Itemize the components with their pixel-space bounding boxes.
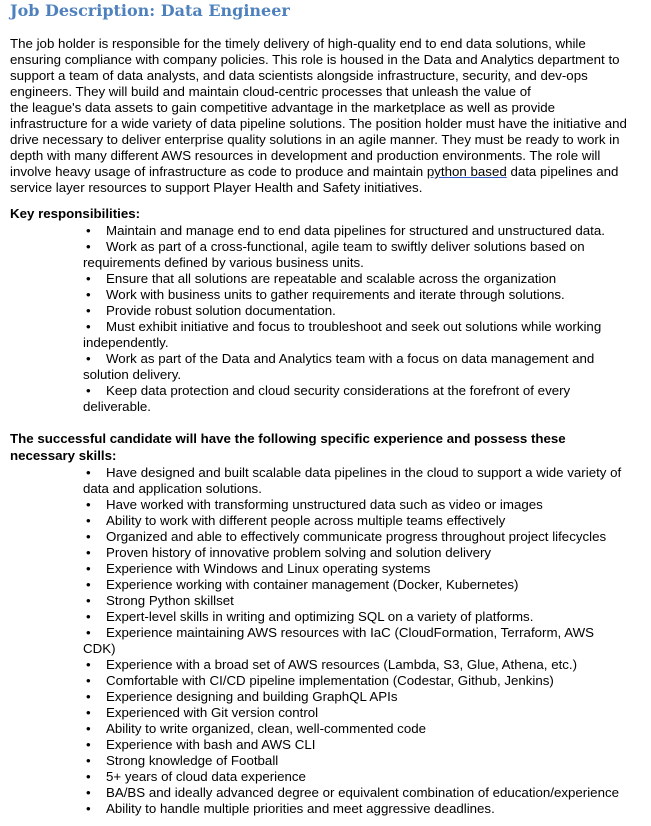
list-item-text: Organized and able to effectively communicate progress throughout project lifecycles: [106, 529, 607, 544]
bullet-icon: •: [86, 529, 91, 544]
list-item-text: Comfortable with CI/CD pipeline implementation (Codestar, Github, Jenkins): [106, 673, 554, 688]
list-item: [83, 497, 623, 513]
intro-line: support a team of data analysts, and data scientists alongside infrastructure, security, and dev-ops: [10, 68, 588, 83]
list-item: [83, 673, 623, 689]
bullet-icon: •: [86, 673, 91, 688]
bullet-icon: •: [86, 513, 91, 528]
list-item: [83, 351, 623, 383]
list-item: [83, 513, 623, 529]
bullet-icon: •: [86, 801, 91, 816]
list-item-text: Experience with a broad set of AWS resources (Lambda, S3, Glue, Athena, etc.): [106, 657, 578, 672]
bullet-icon: •: [86, 753, 91, 768]
list-item: [83, 609, 623, 625]
list-item: [83, 561, 623, 577]
bullet-icon: •: [86, 593, 91, 608]
list-item: [83, 689, 623, 705]
list-item-text: Experience designing and building GraphQL APIs: [106, 689, 398, 704]
bullet-icon: •: [86, 303, 91, 318]
grammar-flagged-text: python based: [426, 164, 507, 179]
bullet-icon: •: [86, 383, 91, 398]
intro-line: depth with many different AWS resources in development and production environments. The role will: [10, 148, 601, 163]
list-item-text: Must exhibit initiative and focus to troubleshoot and seek out solutions while working independently.: [83, 319, 602, 350]
intro-paragraph: [10, 36, 640, 196]
list-item: [83, 577, 623, 593]
list-item-text: Experience with Windows and Linux operating systems: [106, 561, 431, 576]
bullet-icon: •: [86, 223, 91, 238]
list-item-text: Ability to write organized, clean, well-commented code: [106, 721, 427, 736]
list-item-text: Work with business units to gather requirements and iterate through solutions.: [106, 287, 565, 302]
list-item: [83, 271, 623, 287]
bullet-icon: •: [86, 577, 91, 592]
page-title: Job Description: Data Engineer: [10, 1, 290, 20]
text: data pipelines and: [506, 164, 619, 179]
bullet-icon: •: [86, 657, 91, 672]
list-item-text: Strong Python skillset: [106, 593, 234, 608]
list-item-text: Ensure that all solutions are repeatable and scalable across the organization: [106, 271, 557, 286]
list-item: [83, 785, 623, 801]
bullet-icon: •: [86, 705, 91, 720]
list-item: [83, 303, 623, 319]
list-item: [83, 801, 623, 817]
bullet-icon: •: [86, 785, 91, 800]
bullet-icon: •: [86, 689, 91, 704]
list-item: [83, 287, 623, 303]
bullet-icon: •: [86, 497, 91, 512]
list-item: [83, 465, 623, 497]
intro-line: drive necessary to deliver enterprise quality solutions in an agile manner. They must be ready to work in: [10, 132, 620, 147]
list-item-text: Have worked with transforming unstructured data such as video or images: [106, 497, 543, 512]
list-item: [83, 239, 623, 271]
intro-line: ensuring compliance with company policies. This role is housed in the Data and Analytics department to: [10, 52, 620, 67]
text: involve heavy usage of infrastructure as code to produce and maintain: [10, 164, 427, 179]
list-item: [83, 545, 623, 561]
responsibilities-heading: Key responsibilities:: [10, 206, 141, 221]
list-item: [83, 593, 623, 609]
bullet-icon: •: [86, 351, 91, 366]
list-item-text: Provide robust solution documentation.: [106, 303, 336, 318]
bullet-icon: •: [86, 561, 91, 576]
bullet-icon: •: [86, 239, 91, 254]
list-item: [83, 657, 623, 673]
list-item-text: Maintain and manage end to end data pipelines for structured and unstructured data.: [106, 223, 605, 238]
list-item: [83, 223, 623, 239]
list-item: [83, 753, 623, 769]
intro-line: engineers. They will build and maintain cloud-centric processes that unleash the value of: [10, 84, 531, 99]
list-item: [83, 625, 623, 657]
intro-line: The job holder is responsible for the timely delivery of high-quality end to end data solutions, while: [10, 36, 586, 51]
list-item: [83, 737, 623, 753]
list-item-text: Ability to work with different people across multiple teams effectively: [106, 513, 506, 528]
responsibilities-list: [83, 223, 623, 415]
list-item-text: Experience working with container management (Docker, Kubernetes): [106, 577, 519, 592]
list-item-text: Experienced with Git version control: [106, 705, 319, 720]
list-item-text: Keep data protection and cloud security considerations at the forefront of every deliverable.: [83, 383, 571, 414]
skills-heading: The successful candidate will have the following specific experience and possess these necessary skills:: [10, 431, 566, 463]
list-item-text: Expert-level skills in writing and optimizing SQL on a variety of platforms.: [106, 609, 534, 624]
intro-line: [10, 164, 640, 180]
list-item: [83, 721, 623, 737]
skills-list: [83, 465, 623, 817]
bullet-icon: •: [86, 271, 91, 286]
list-item-text: Work as part of the Data and Analytics team with a focus on data management and solution delivery.: [83, 351, 595, 382]
bullet-icon: •: [86, 737, 91, 752]
list-item-text: Experience with bash and AWS CLI: [106, 737, 316, 752]
list-item-text: Experience maintaining AWS resources with IaC (CloudFormation, Terraform, AWS CDK): [83, 625, 594, 656]
list-item: [83, 383, 623, 415]
list-item-text: Have designed and built scalable data pipelines in the cloud to support a wide variety of data and application solutions.: [83, 465, 622, 496]
list-item: [83, 319, 623, 351]
list-item-text: Proven history of innovative problem solving and solution delivery: [106, 545, 492, 560]
list-item: [83, 769, 623, 785]
bullet-icon: •: [86, 609, 91, 624]
list-item-text: Strong knowledge of Football: [106, 753, 279, 768]
bullet-icon: •: [86, 287, 91, 302]
bullet-icon: •: [86, 721, 91, 736]
list-item-text: Work as part of a cross-functional, agile team to swiftly deliver solutions based on requirements defined by various business units.: [83, 239, 585, 270]
list-item: [83, 705, 623, 721]
intro-line: infrastructure for a wide variety of data pipeline solutions. The position holder must have the initiative and: [10, 116, 627, 131]
list-item-text: BA/BS and ideally advanced degree or equivalent combination of education/experience: [106, 785, 620, 800]
intro-line: the league's data assets to gain competitive advantage in the marketplace as well as provide: [10, 100, 556, 115]
list-item: [83, 529, 623, 545]
bullet-icon: •: [86, 769, 91, 784]
list-item-text: Ability to handle multiple priorities and meet aggressive deadlines.: [106, 801, 495, 816]
bullet-icon: •: [86, 319, 91, 334]
bullet-icon: •: [86, 545, 91, 560]
list-item-text: 5+ years of cloud data experience: [106, 769, 306, 784]
intro-line: service layer resources to support Player Health and Safety initiatives.: [10, 180, 423, 195]
bullet-icon: •: [86, 625, 91, 640]
bullet-icon: •: [86, 465, 91, 480]
